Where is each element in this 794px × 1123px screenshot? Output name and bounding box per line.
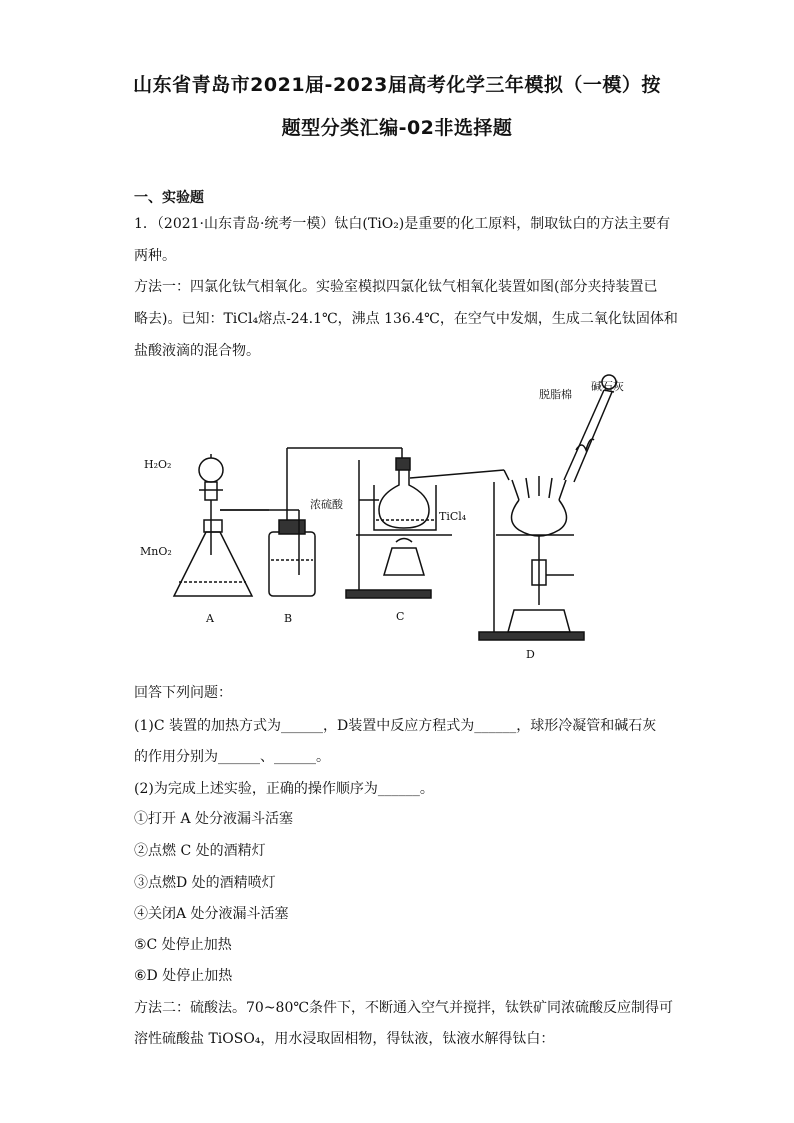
- apparatus-b: [269, 448, 402, 596]
- step-5: ⑤C 处停止加热: [134, 937, 232, 953]
- label-cotton: 脱脂棉: [539, 388, 572, 401]
- method1-line3: 盐酸液滴的混合物。: [134, 343, 260, 359]
- method1-line2: 略去)。已知：TiCl₄熔点-24.1℃，沸点 136.4℃，在空气中发烟，生成二氧化钛固体和: [134, 311, 678, 327]
- paper-title-line1: 山东省青岛市2021届-2023届高考化学三年模拟（一模）按: [133, 74, 661, 96]
- label-b: B: [284, 612, 293, 625]
- method1-line1: 方法一：四氯化钛气相氧化。实验室模拟四氯化钛气相氧化装置如图(部分夹持装置已: [134, 279, 658, 295]
- step-4: ④关闭A 处分液漏斗活塞: [134, 906, 289, 922]
- step-2: ②点燃 C 处的酒精灯: [134, 843, 266, 859]
- section-heading: 一、实验题: [134, 190, 204, 206]
- label-c: C: [396, 610, 405, 623]
- apparatus-c: [346, 458, 509, 598]
- label-h2o2: H₂O₂: [144, 458, 172, 471]
- label-conc-h2so4: 浓硫酸: [310, 498, 343, 511]
- method2-line2: 溶性硫酸盐 TiOSO₄，用水浸取固相物，得钛液，钛液水解得钛白：: [134, 1031, 555, 1047]
- answer-prompt: 回答下列问题：: [134, 685, 232, 701]
- q2-line: (2)为完成上述实验，正确的操作顺序为______。: [134, 781, 434, 797]
- question-intro-line2: 两种。: [134, 248, 176, 264]
- apparatus-d: [479, 375, 616, 640]
- step-1: ①打开 A 处分液漏斗活塞: [134, 811, 294, 827]
- method2-line1: 方法二：硫酸法。70~80℃条件下，不断通入空气并搅拌，钛铁矿同浓硫酸反应制得可: [134, 1000, 674, 1016]
- question-intro-line1: 1．（2021·山东青岛·统考一模）钛白(TiO₂)是重要的化工原料，制取钛白的方法主要有: [134, 216, 671, 232]
- paper-title-line2: 题型分类汇编-02非选择题: [281, 117, 513, 139]
- apparatus-figure: [134, 370, 634, 660]
- step-3: ③点燃D 处的酒精喷灯: [134, 875, 276, 891]
- label-a: A: [206, 612, 214, 625]
- q1-line1: (1)C 装置的加热方式为______，D装置中反应方程式为______，球形冷凝管和碱石灰: [134, 718, 657, 734]
- q1-line2: 的作用分别为______、______。: [134, 749, 330, 765]
- step-6: ⑥D 处停止加热: [134, 968, 233, 984]
- label-soda-lime: 碱石灰: [591, 380, 624, 393]
- label-d: D: [526, 648, 535, 660]
- label-ticl4: TiCl₄: [439, 510, 467, 523]
- label-mno2: MnO₂: [140, 545, 172, 558]
